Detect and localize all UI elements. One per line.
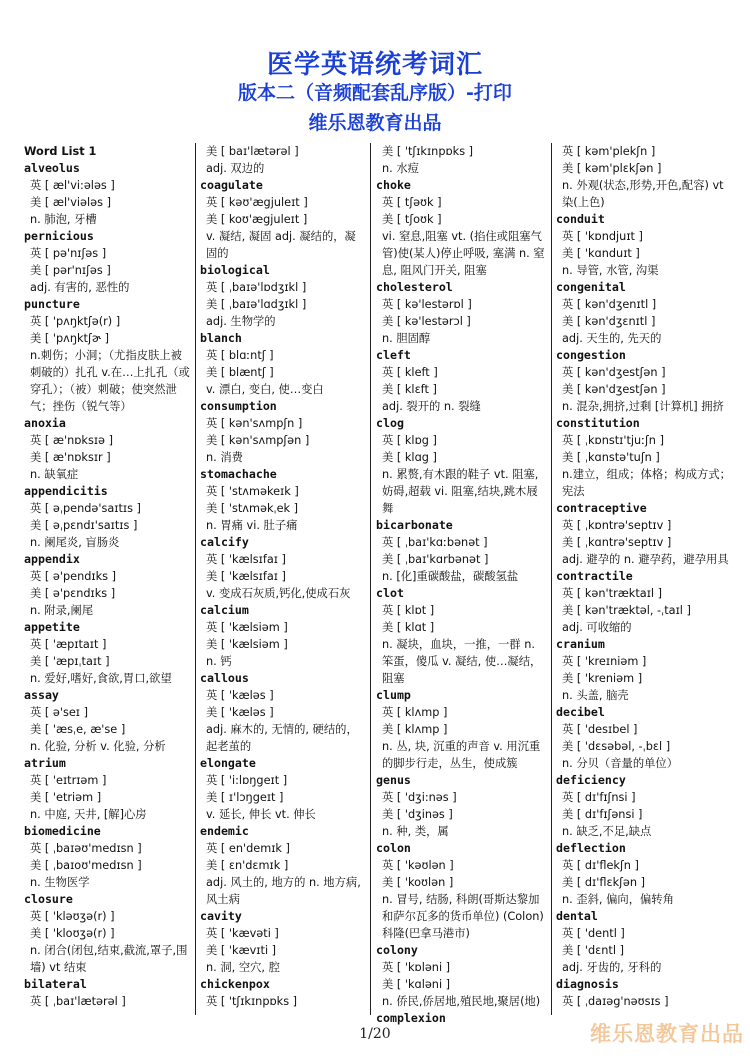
phonetic-line: 英 [ kən'dʒenɪtl ] (562, 298, 657, 311)
phonetic-line: 美 [ 'kɑləni ] (382, 978, 451, 991)
phonetic-line: 美 [ kən'sʌmpʃən ] (206, 434, 310, 447)
definition-line: n. 头盖, 脑壳 (562, 689, 629, 702)
phonetic-line: 英 [ kən'dʒestʃən ] (562, 366, 666, 379)
phonetic-line: 美 [ 'dɛsəbəl, -ˌbɛl ] (562, 740, 671, 753)
definition-line: adj. 生物学的 (206, 315, 276, 328)
vocab-headword: clot (376, 586, 404, 600)
phonetic-line: 美 [ klɑg ] (382, 451, 437, 464)
phonetic-line: 英 [ 'tʃɪkɪnpɒks ] (206, 995, 298, 1008)
phonetic-line: 美 [ 'kæləs ] (206, 706, 274, 719)
phonetic-line: 美 [ 'kreniəm ] (562, 672, 643, 685)
phonetic-line: 英 [ 'kɒndjuɪt ] (562, 230, 643, 243)
vocab-headword: congenital (556, 280, 626, 294)
definition-line: n. 外观(状态,形势,开色,配容) vt 染(上色) (562, 179, 724, 209)
vocab-headword: alveolus (24, 161, 80, 175)
phonetic-line: 英 [ 'æpɪtaɪt ] (30, 638, 107, 651)
phonetic-line: 英 [ 'kɒləni ] (382, 961, 451, 974)
phonetic-line: 美 [ kən'træktəl, -ˌtaɪl ] (562, 604, 691, 617)
vocab-headword: biomedicine (24, 824, 101, 838)
definition-line: adj. 可收缩的 (562, 621, 632, 634)
phonetic-line: 英 [ kən'træktaɪl ] (562, 587, 663, 600)
phonetic-line: 美 [ 'dɛntl ] (562, 944, 624, 957)
vocab-headword: contraceptive (556, 501, 647, 515)
definition-line: n. 导管, 水管, 沟渠 (562, 264, 659, 277)
phonetic-line: 美 [ klɛft ] (382, 383, 437, 396)
vocab-headword: dental (556, 909, 598, 923)
phonetic-line: 英 [ dɪ'fɪʃnsi ] (562, 791, 636, 804)
vocab-headword: pernicious (24, 229, 94, 243)
phonetic-line: 美 [ kə'lestərɔl ] (382, 315, 471, 328)
vocab-headword: cranium (556, 637, 605, 651)
phonetic-line: 英 [ 'stʌməkeɪk ] (206, 485, 299, 498)
vocab-headword: diagnosis (556, 977, 619, 991)
column-divider (370, 143, 371, 1015)
vocab-headword: colony (376, 943, 418, 957)
vocab-headword: cavity (200, 909, 242, 923)
phonetic-line: 美 [ koʊ'ægjuleɪt ] (206, 213, 308, 226)
vocab-headword: consumption (200, 399, 277, 413)
phonetic-line: 美 [ 'æsˌe, æ'se ] (30, 723, 126, 736)
phonetic-line: 英 [ kə'lestərɒl ] (382, 298, 472, 311)
vocab-headword: calcify (200, 535, 249, 549)
vocab-headword: appendicitis (24, 484, 108, 498)
phonetic-line: 英 [ əˌpendə'saɪtɪs ] (30, 502, 141, 515)
phonetic-line: 美 [ 'etriəm ] (30, 791, 102, 804)
vocab-headword: complexion (376, 1011, 446, 1025)
definition-line: v. 漂白, 变白, 使…变白 (206, 383, 324, 396)
vocab-headword: anoxia (24, 416, 66, 430)
phonetic-line: 英 [ ˌbaɪ'kɑːbənət ] (382, 536, 488, 549)
vocab-headword: stomachache (200, 467, 277, 481)
phonetic-line: 英 [ ə'seɪ ] (30, 706, 88, 719)
vocab-headword: contractile (556, 569, 633, 583)
phonetic-line: 英 [ 'kəʊlən ] (382, 859, 454, 872)
phonetic-line: 英 [ kəm'plekʃn ] (562, 145, 656, 158)
definition-line: n. 生物医学 (30, 876, 90, 889)
vocab-headword: appetite (24, 620, 80, 634)
phonetic-line: 英 [ 'i:lɒŋgeɪt ] (206, 774, 288, 787)
definition-line: v. 凝结, 凝固 adj. 凝结的，凝固的 (206, 230, 356, 260)
definition-line: n. 洞, 空穴, 腔 (206, 961, 280, 974)
definition-line: n. 冒号, 结肠, 科朗(哥斯达黎加和萨尔瓦多的货币单位) (Colon)科隆(巴拿马港市) (382, 893, 544, 940)
phonetic-line: 英 [ klɒg ] (382, 434, 437, 447)
definition-line: n. 种, 类，属 (382, 825, 449, 838)
vocab-headword: deflection (556, 841, 626, 855)
document-title: 医学英语统考词汇 (266, 50, 483, 80)
vocab-headword: appendix (24, 552, 80, 566)
phonetic-line: 美 [ tʃoʊk ] (382, 213, 442, 226)
definition-line: n. 凝块，血块，一推，一群 n. 笨蛋，傻瓜 v. 凝结, 使…凝结，阻塞 (382, 638, 542, 685)
page-number: 1/20 (359, 1026, 391, 1042)
phonetic-line: 美 [ ˌbaɪoʊ'medɪsn ] (30, 859, 142, 872)
definition-line: adj. 有害的, 恶性的 (30, 281, 130, 294)
vocab-headword: cleft (376, 348, 411, 362)
phonetic-line: 英 [ æ'nɒksɪə ] (30, 434, 113, 447)
phonetic-line: 美 [ klʌmp ] (382, 723, 448, 736)
phonetic-line: 美 [ æ'nɒksɪr ] (30, 451, 111, 464)
phonetic-line: 英 [ 'kreɪniəm ] (562, 655, 647, 668)
publisher-line: 维乐恩教育出品 (308, 112, 442, 134)
phonetic-line: 美 [ 'tʃɪkɪnpɒks ] (382, 145, 474, 158)
vocab-headword: deficiency (556, 773, 626, 787)
phonetic-line: 美 [ dɪ'flɛkʃən ] (562, 876, 646, 889)
phonetic-line: 美 [ 'pʌŋktʃɚ ] (30, 332, 110, 345)
vocab-column-4 (556, 143, 736, 1015)
phonetic-line: 美 [ 'koʊlən ] (382, 876, 454, 889)
definition-line: n. 钙 (206, 655, 232, 668)
phonetic-line: 美 [ kəm'plɛkʃən ] (562, 162, 662, 175)
vocab-headword: choke (376, 178, 411, 192)
phonetic-line: 英 [ blɑːntʃ ] (206, 349, 274, 362)
phonetic-line: 英 [ 'kæləs ] (206, 689, 274, 702)
definition-line: n.建立，组成；体格；构成方式；宪法 (562, 468, 731, 498)
document-subtitle: 版本二（音频配套乱序版）-打印 (238, 82, 512, 104)
definition-line: n. 肺泡, 牙槽 (30, 213, 97, 226)
phonetic-line: 美 [ kən'dʒestʃən ] (562, 383, 666, 396)
definition-line: n. [化]重碳酸盐，碳酸氢盐 (382, 570, 519, 583)
vocab-headword: bilateral (24, 977, 87, 991)
phonetic-line: 英 [ 'kləʊʒə(r) ] (30, 910, 115, 923)
definition-line: n. 胃痛 vi. 肚子痛 (206, 519, 298, 532)
vocab-headword: clog (376, 416, 404, 430)
vocab-headword: biological (200, 263, 270, 277)
definition-line: v. 变成石灰质,钙化,使成石灰 (206, 587, 351, 600)
definition-line: v. 延长, 伸长 vt. 伸长 (206, 808, 316, 821)
vocab-headword: coagulate (200, 178, 263, 192)
definition-line: n. 消费 (206, 451, 243, 464)
phonetic-line: 美 [ ˌkɑntrə'septɪv ] (562, 536, 672, 549)
vocab-headword: callous (200, 671, 249, 685)
phonetic-line: 英 [ klʌmp ] (382, 706, 448, 719)
column-divider (195, 143, 196, 1015)
phonetic-line: 英 [ kən'sʌmpʃn ] (206, 417, 303, 430)
phonetic-line: 英 [ ˌdaɪəg'nəʊsɪs ] (562, 995, 669, 1008)
phonetic-line: 英 [ pə'nɪʃəs ] (30, 247, 107, 260)
definition-line: n. 侨民,侨居地,殖民地,聚居(地) (382, 995, 541, 1008)
vocab-headword: colon (376, 841, 411, 855)
vocab-headword: genus (376, 773, 411, 787)
phonetic-line: 英 [ 'dʒi:nəs ] (382, 791, 457, 804)
phonetic-line: 美 [ 'kælsɪfaɪ ] (206, 570, 286, 583)
definition-line: n.刺伤；小洞；（尤指皮肤上被刺破的）扎孔 v.在…上扎孔（或穿孔）；（被）刺破；使突然泄气；挫伤（锐气等） (30, 349, 190, 413)
definition-line: n. 缺氧症 (30, 468, 79, 481)
phonetic-line: 美 [ 'kævɪti ] (206, 944, 277, 957)
phonetic-line: 英 [ ˌbaɪə'lɒdʒɪkl ] (206, 281, 307, 294)
column-divider (551, 143, 552, 1015)
phonetic-line: 英 [ ə'pendɪks ] (30, 570, 117, 583)
phonetic-line: 美 [ əˌpɛndɪ'saɪtɪs ] (30, 519, 138, 532)
phonetic-line: 美 [ baɪ'lætərəl ] (206, 145, 299, 158)
phonetic-line: 英 [ tʃəʊk ] (382, 196, 442, 209)
phonetic-line: 美 [ ə'pɛndɪks ] (30, 587, 116, 600)
phonetic-line: 美 [ ɪ'lɔŋgeɪt ] (206, 791, 284, 804)
phonetic-line: 英 [ ˌkɒnstɪ'tjuːʃn ] (562, 434, 664, 447)
phonetic-line: 美 [ ˌbaɪ'kɑrbənət ] (382, 553, 489, 566)
definition-line: n. 附录,阑尾 (30, 604, 94, 617)
definition-line: n. 混杂,拥挤,过剩 [计算机] 拥挤 (562, 400, 724, 413)
definition-line: n. 分贝（音量的单位） (562, 757, 679, 770)
phonetic-line: 英 [ ˌkɒntrə'septɪv ] (562, 519, 672, 532)
phonetic-line: 美 [ 'kɑnduɪt ] (562, 247, 640, 260)
phonetic-line: 英 [ klɒt ] (382, 604, 435, 617)
definition-line: adj. 麻木的, 无情的, 硬结的，起老茧的 (206, 723, 358, 753)
definition-line: n. 歪斜, 偏向，偏转角 (562, 893, 674, 906)
definition-line: adj. 牙齿的, 牙科的 (562, 961, 662, 974)
phonetic-line: 英 [ kleft ] (382, 366, 438, 379)
word-list-heading: Word List 1 (24, 145, 97, 158)
vocab-headword: bicarbonate (376, 518, 453, 532)
phonetic-line: 英 [ 'desɪbel ] (562, 723, 638, 736)
phonetic-line: 美 [ ɛn'dɛmɪk ] (206, 859, 289, 872)
vocab-headword: constitution (556, 416, 640, 430)
definition-line: n. 阑尾炎, 盲肠炎 (30, 536, 120, 549)
vocab-headword: congestion (556, 348, 626, 362)
definition-line: vi. 窒息,阻塞 vt. (掐住或阻塞气管)使(某人)停止呼吸, 塞满 n. 窒息, 阻风门开关, 阻塞 (382, 230, 545, 277)
vocab-column-1 (24, 143, 190, 1015)
phonetic-line: 美 [ pər'nɪʃəs ] (30, 264, 111, 277)
definition-line: adj. 天生的, 先天的 (562, 332, 662, 345)
phonetic-line: 英 [ 'dentl ] (562, 927, 625, 940)
vocab-headword: endemic (200, 824, 249, 838)
phonetic-line: 美 [ 'stʌməkˌek ] (206, 502, 299, 515)
vocab-headword: puncture (24, 297, 80, 311)
phonetic-line: 英 [ ˌbaɪəʊ'medɪsn ] (30, 842, 142, 855)
phonetic-line: 美 [ 'dʒinəs ] (382, 808, 453, 821)
phonetic-line: 英 [ ˌbaɪ'lætərəl ] (30, 995, 126, 1008)
definition-line: n. 中庭, 天井, [解]心房 (30, 808, 147, 821)
phonetic-line: 美 [ dɪ'fɪʃənsi ] (562, 808, 643, 821)
definition-line: adj. 避孕的 n. 避孕药，避孕用具 (562, 553, 729, 566)
phonetic-line: 美 [ 'kælsiəm ] (206, 638, 288, 651)
definition-line: n. 水痘 (382, 162, 419, 175)
vocab-headword: closure (24, 892, 73, 906)
vocab-column-3 (376, 143, 547, 1025)
vocab-headword: blanch (200, 331, 242, 345)
phonetic-line: 美 [ klɑt ] (382, 621, 435, 634)
phonetic-line: 美 [ ˌkɑnstə'tuʃn ] (562, 451, 660, 464)
definition-line: adj. 风土的, 地方的 n. 地方病, 风土病 (206, 876, 361, 906)
phonetic-line: 美 [ blæntʃ ] (206, 366, 274, 379)
vocab-headword: assay (24, 688, 59, 702)
vocab-column-2 (200, 143, 365, 1015)
phonetic-line: 英 [ 'kælsiəm ] (206, 621, 288, 634)
vocabulary-columns (24, 143, 734, 1025)
phonetic-line: 美 [ 'æpɪˌtaɪt ] (30, 655, 110, 668)
definition-line: n. 胆固醇 (382, 332, 431, 345)
phonetic-line: 英 [ 'kælsɪfaɪ ] (206, 553, 286, 566)
phonetic-line: 英 [ en'demɪk ] (206, 842, 290, 855)
definition-line: adj. 双边的 (206, 162, 265, 175)
definition-line: n. 丛, 块, 沉重的声音 v. 用沉重的脚步行走，丛生，使成簇 (382, 740, 541, 770)
phonetic-line: 英 [ æl'vi:ələs ] (30, 179, 115, 192)
vocab-headword: clump (376, 688, 411, 702)
phonetic-line: 美 [ ˌbaɪə'lɑdʒɪkl ] (206, 298, 307, 311)
vocab-headword: elongate (200, 756, 256, 770)
phonetic-line: 美 [ 'kloʊʒə(r) ] (30, 927, 115, 940)
phonetic-line: 英 [ 'eɪtrɪəm ] (30, 774, 107, 787)
definition-line: n. 缺乏,不足,缺点 (562, 825, 652, 838)
definition-line: n. 化验, 分析 v. 化验, 分析 (30, 740, 166, 753)
definition-line: adj. 裂开的 n. 裂缝 (382, 400, 481, 413)
phonetic-line: 英 [ dɪ'flekʃn ] (562, 859, 639, 872)
vocab-headword: calcium (200, 603, 249, 617)
phonetic-line: 英 [ 'pʌŋktʃə(r) ] (30, 315, 121, 328)
definition-line: n. 闭合(闭包,结束,截流,罩子,围墙) vt 结束 (30, 944, 188, 974)
definition-line: n. 累赘,有木跟的鞋子 vt. 阻塞,妨碍,超载 vi. 阻塞,结块,跳木屐舞 (382, 468, 539, 515)
vocab-headword: chickenpox (200, 977, 270, 991)
phonetic-line: 英 [ 'kævəti ] (206, 927, 279, 940)
vocab-headword: cholesterol (376, 280, 453, 294)
phonetic-line: 英 [ kəʊ'ægjuleɪt ] (206, 196, 308, 209)
definition-line: n. 爱好,嗜好,食欲,胃口,欲望 (30, 672, 172, 685)
vocab-headword: decibel (556, 705, 605, 719)
watermark-logo: 维乐恩教育出品 (590, 1022, 744, 1046)
phonetic-line: 美 [ kən'dʒɛnɪtl ] (562, 315, 656, 328)
vocab-headword: conduit (556, 212, 605, 226)
phonetic-line: 美 [ æl'viələs ] (30, 196, 111, 209)
vocab-headword: atrium (24, 756, 66, 770)
